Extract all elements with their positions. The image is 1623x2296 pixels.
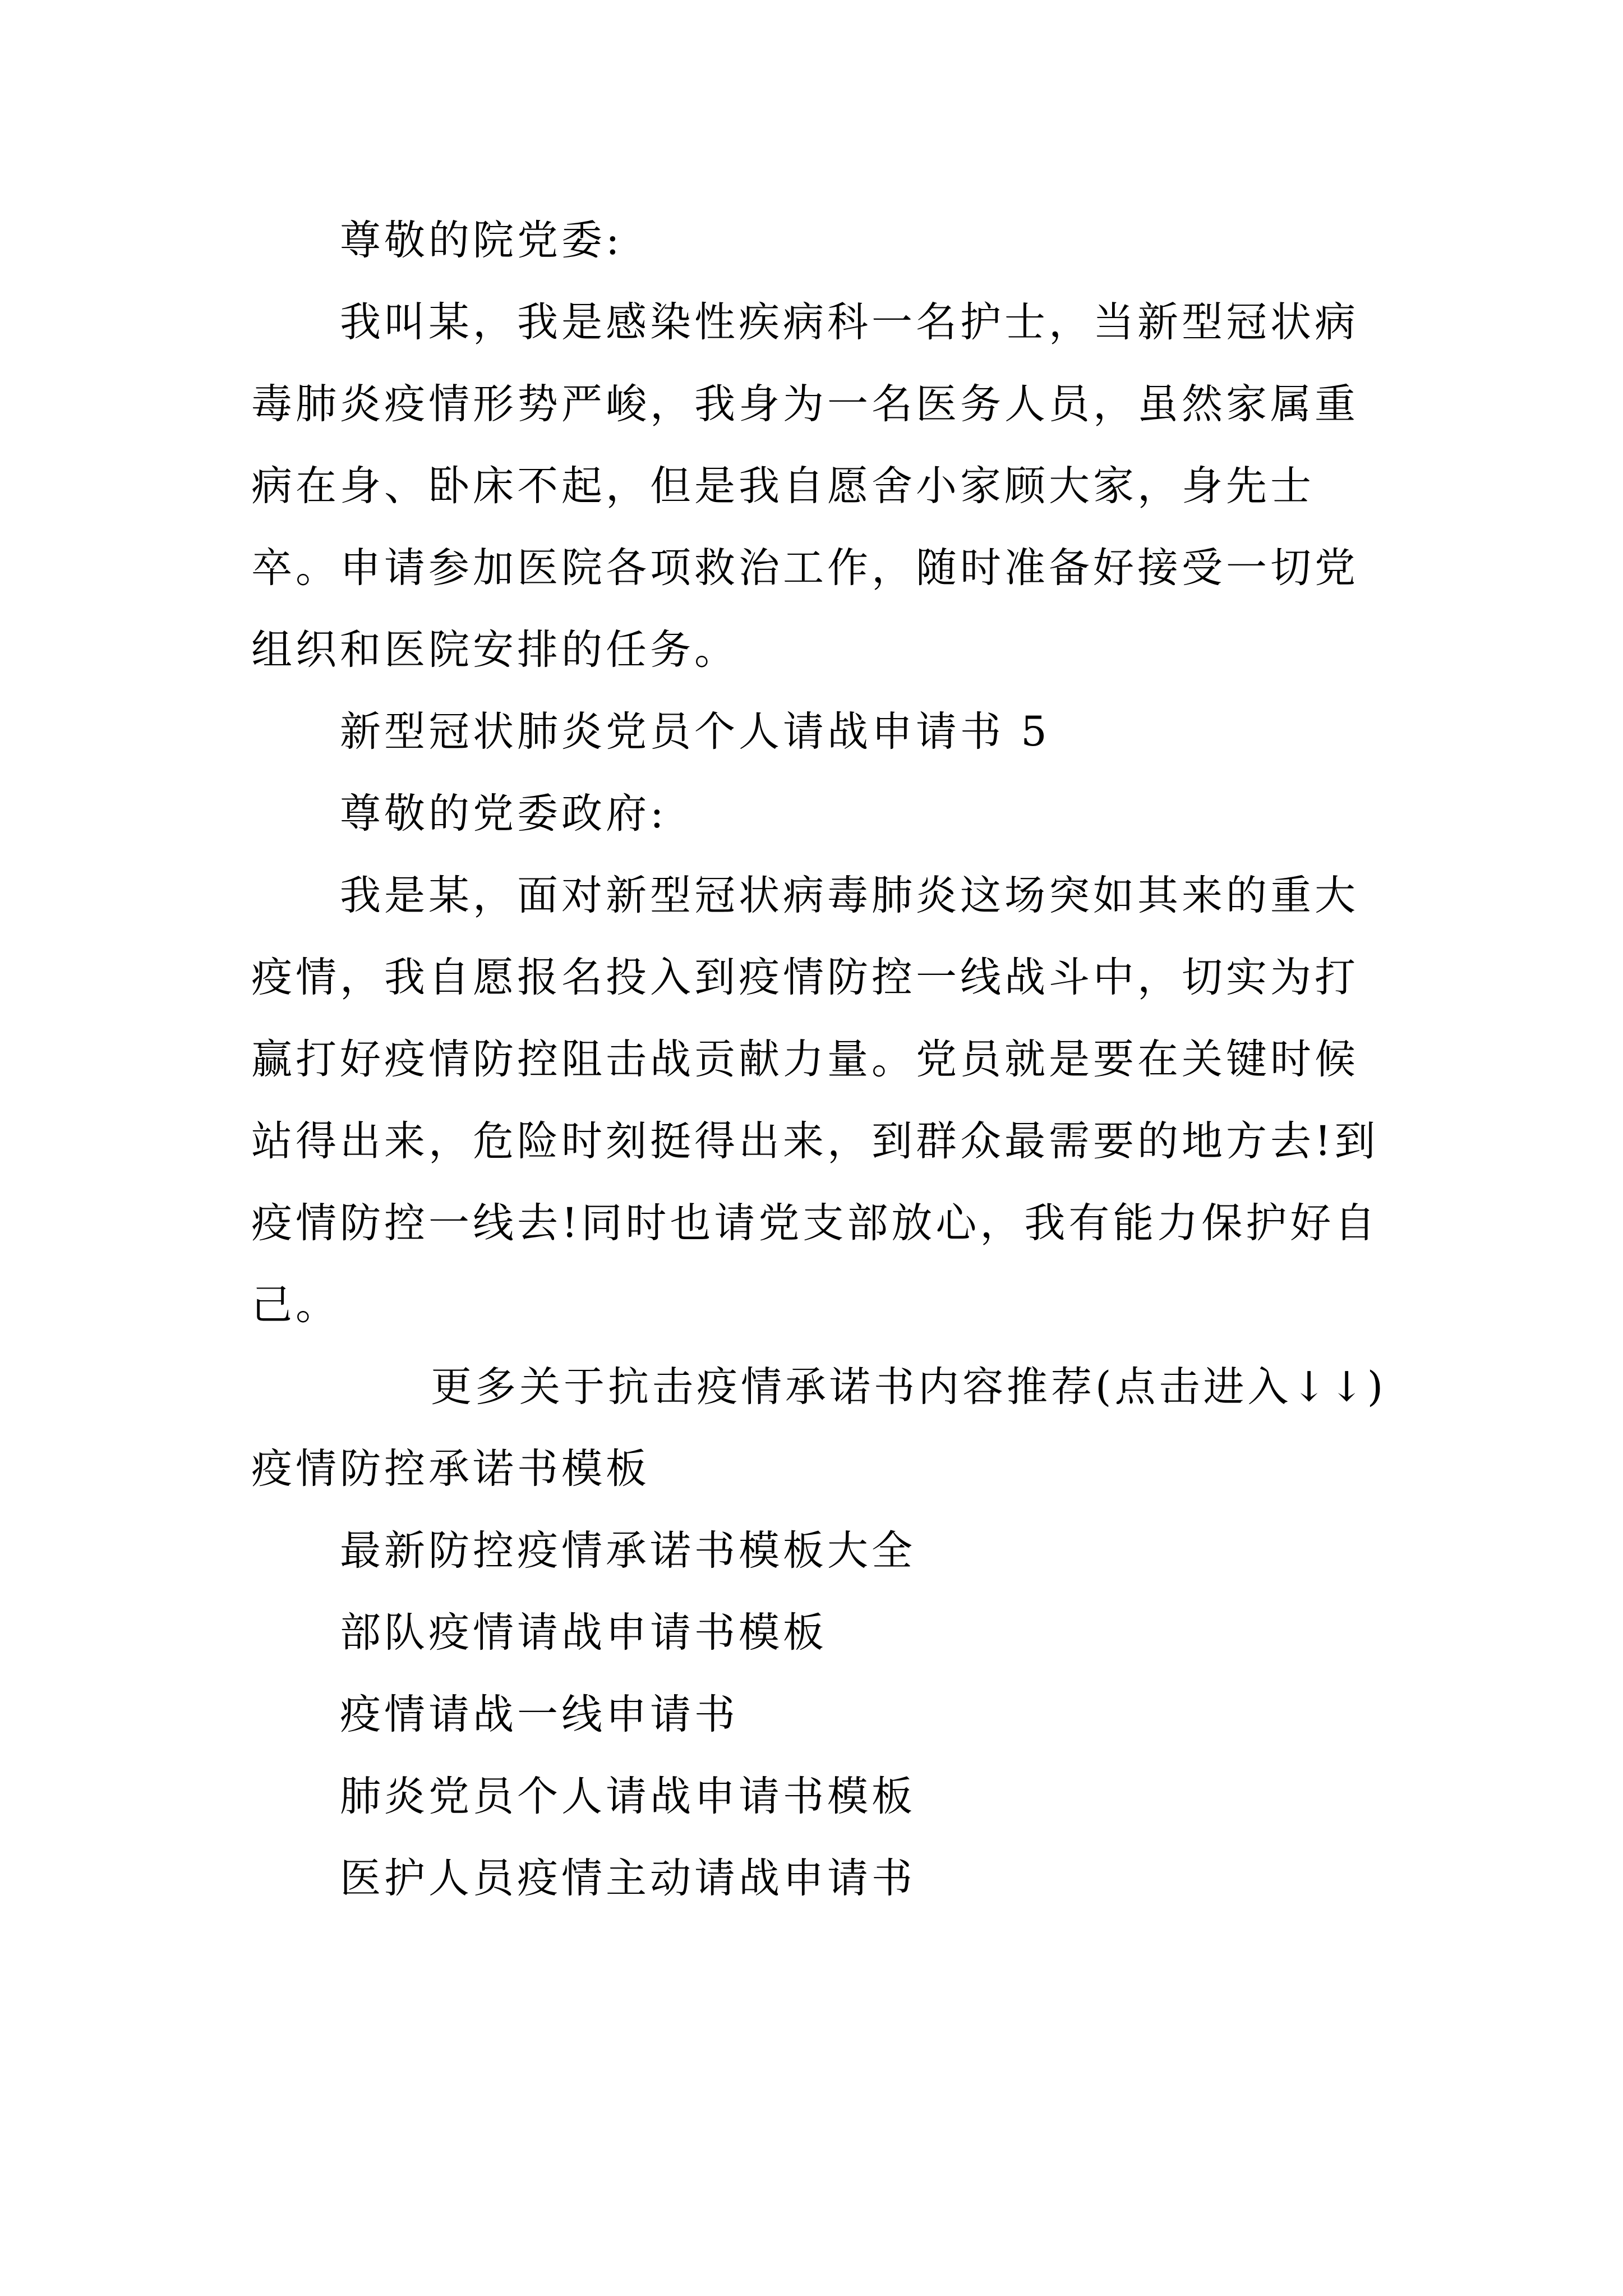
recommendation-link[interactable]: 肺炎党员个人请战申请书模板 [340,1773,916,1820]
recommendation-link[interactable]: 医护人员疫情主动请战申请书 [340,1855,916,1902]
letter2-body: 我是某，面对新型冠状病毒肺炎这场突如其来的重大疫情，我自愿报名投入到疫情防控一线战斗中，切实为打赢打好疫情防控阻击战贡献力量。党员就是要在关键时候站得出来，危险时刻挺得出来，到群众最需要的地方去!到疫情防控一线去!同时也请党支部放心，我有能力保护好自己。 [251,872,1379,1329]
recommendation-link[interactable]: 最新防控疫情承诺书模板大全 [340,1527,916,1575]
letter2-salutation: 尊敬的党委政府: [340,790,667,838]
more-recommendations-heading: 更多关于抗击疫情承诺书内容推荐(点击进入↓↓)疫情防控承诺书模板 [251,1363,1387,1493]
letter1-body: 我叫某，我是感染性疾病科一名护士，当新型冠状病毒肺炎疫情形势严峻，我身为一名医务人员，虽然家属重病在身、卧床不起，但是我自愿舍小家顾大家，身先士卒。申请参加医院各项救治工作，随时准备好接受一切党组织和医院安排的任务。 [251,298,1359,674]
letter1-salutation: 尊敬的院党委: [340,217,623,264]
recommendation-link[interactable]: 疫情请战一线申请书 [340,1691,739,1738]
recommendation-links [251,1510,1387,1920]
letter2-title: 新型冠状肺炎党员个人请战申请书 5 [340,708,1050,756]
recommendation-link[interactable]: 部队疫情请战申请书模板 [340,1609,827,1657]
document-body [251,200,1387,1920]
